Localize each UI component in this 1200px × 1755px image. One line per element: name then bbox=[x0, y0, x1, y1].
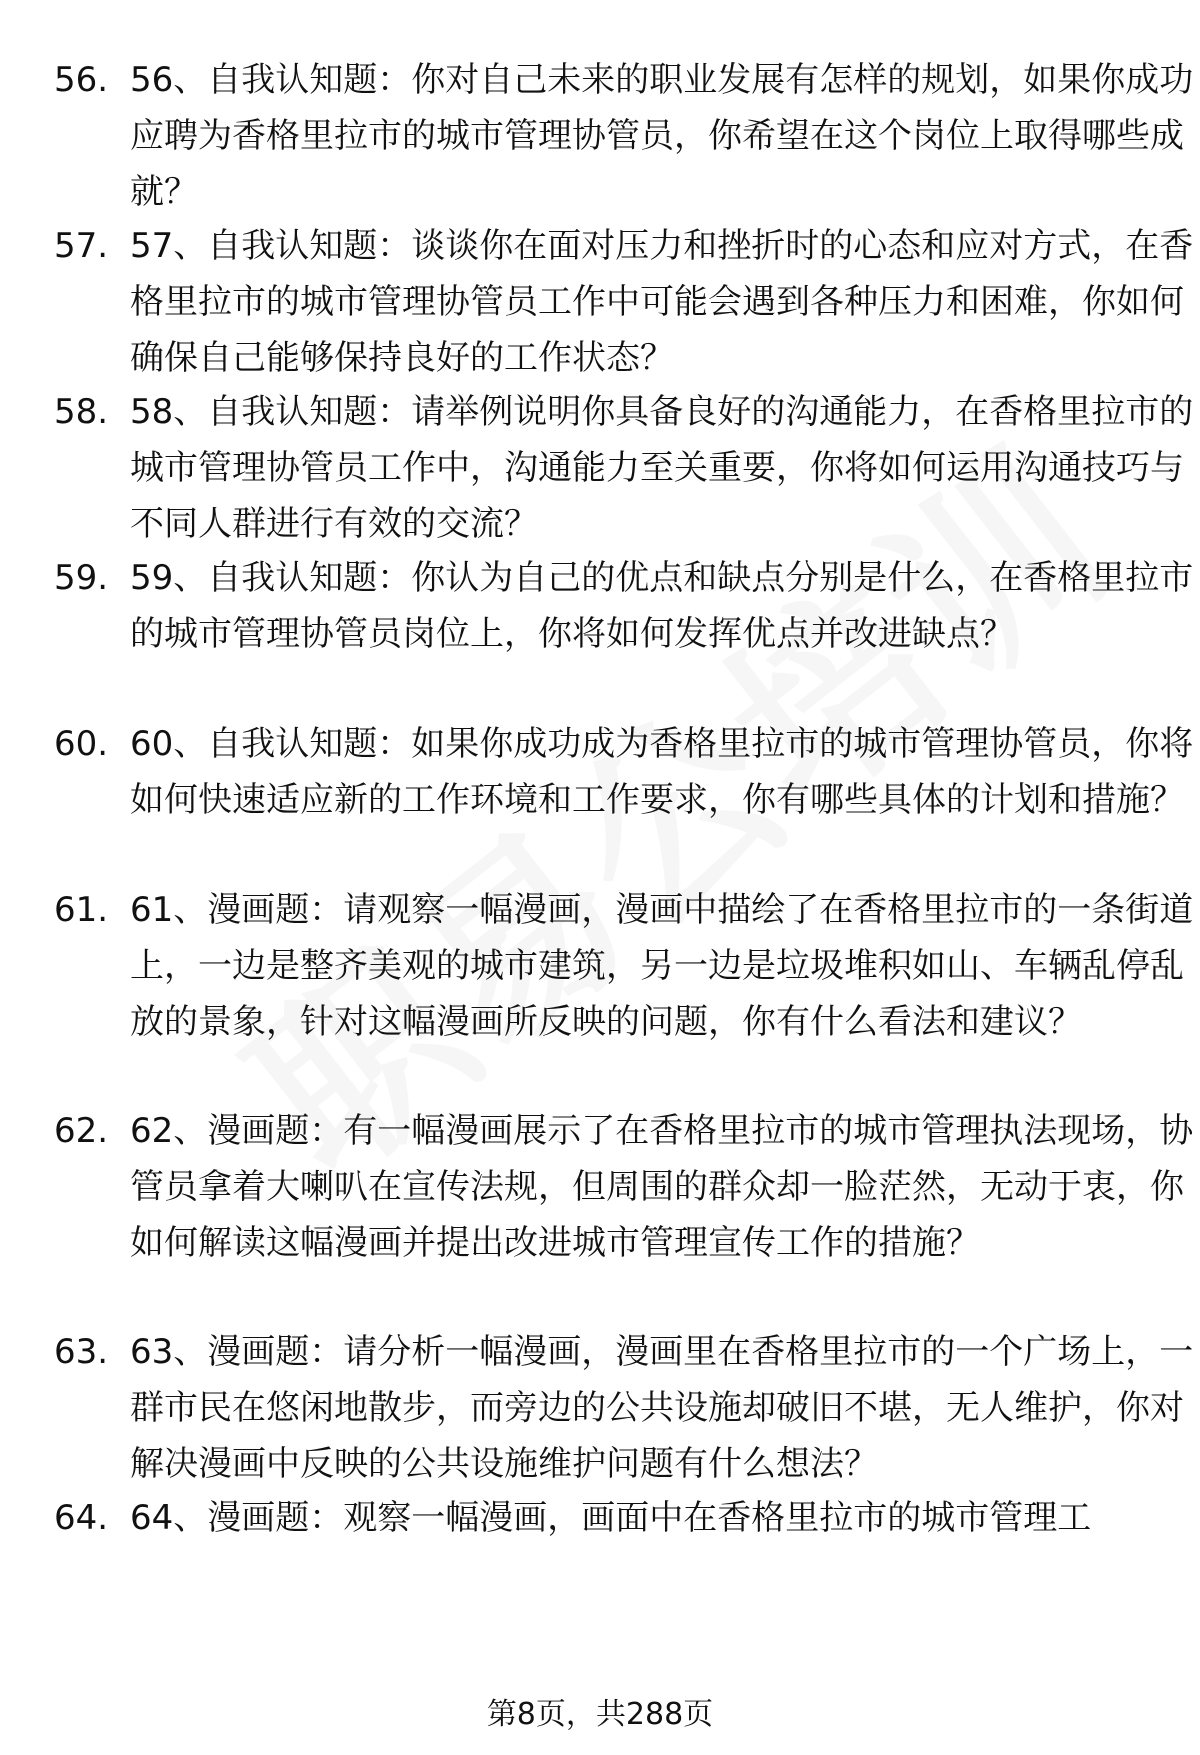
item-text: 64、漫画题：观察一幅漫画，画面中在香格里拉市的城市管理工 bbox=[130, 1498, 1092, 1538]
item-number: 57. bbox=[54, 226, 109, 266]
item-text: 56、自我认知题：你对自己未来的职业发展有怎样的规划，如果你成功应聘为香格里拉市的城市管理协管员，你希望在这个岗位上取得哪些成就？ bbox=[130, 60, 1194, 212]
item-number: 62. bbox=[54, 1111, 109, 1151]
item-text: 57、自我认知题：谈谈你在面对压力和挫折时的心态和应对方式，在香格里拉市的城市管理协管员工作中可能会遇到各种压力和困难，你如何确保自己能够保持良好的工作状态？ bbox=[130, 226, 1194, 378]
item-text: 58、自我认知题：请举例说明你具备良好的沟通能力，在香格里拉市的城市管理协管员工作中，沟通能力至关重要，你将如何运用沟通技巧与不同人群进行有效的交流？ bbox=[130, 392, 1194, 544]
item-number: 59. bbox=[54, 558, 109, 598]
item-number: 64. bbox=[54, 1498, 109, 1538]
item-number: 60. bbox=[54, 724, 109, 764]
item-number: 61. bbox=[54, 890, 109, 930]
item-text: 59、自我认知题：你认为自己的优点和缺点分别是什么，在香格里拉市的城市管理协管员岗位上，你将如何发挥优点并改进缺点？ bbox=[130, 558, 1194, 654]
item-text: 62、漫画题：有一幅漫画展示了在香格里拉市的城市管理执法现场，协管员拿着大喇叭在宣传法规，但周围的群众却一脸茫然，无动于衷，你如何解读这幅漫画并提出改进城市管理宣传工作的措施？ bbox=[130, 1111, 1194, 1263]
item-number: 58. bbox=[54, 392, 109, 432]
item-text: 60、自我认知题：如果你成功成为香格里拉市的城市管理协管员，你将如何快速适应新的工作环境和工作要求，你有哪些具体的计划和措施？ bbox=[130, 724, 1194, 820]
item-text: 61、漫画题：请观察一幅漫画，漫画中描绘了在香格里拉市的一条街道上，一边是整齐美观的城市建筑，另一边是垃圾堆积如山、车辆乱停乱放的景象，针对这幅漫画所反映的问题，你有什么看法和建议？ bbox=[130, 890, 1194, 1042]
item-number: 56. bbox=[54, 60, 109, 100]
item-text: 63、漫画题：请分析一幅漫画，漫画里在香格里拉市的一个广场上，一群市民在悠闲地散步，而旁边的公共设施却破旧不堪，无人维护，你对解决漫画中反映的公共设施维护问题有什么想法？ bbox=[130, 1332, 1194, 1484]
page-footer: 第8页，共288页 bbox=[486, 1697, 714, 1732]
item-number: 63. bbox=[54, 1332, 109, 1372]
